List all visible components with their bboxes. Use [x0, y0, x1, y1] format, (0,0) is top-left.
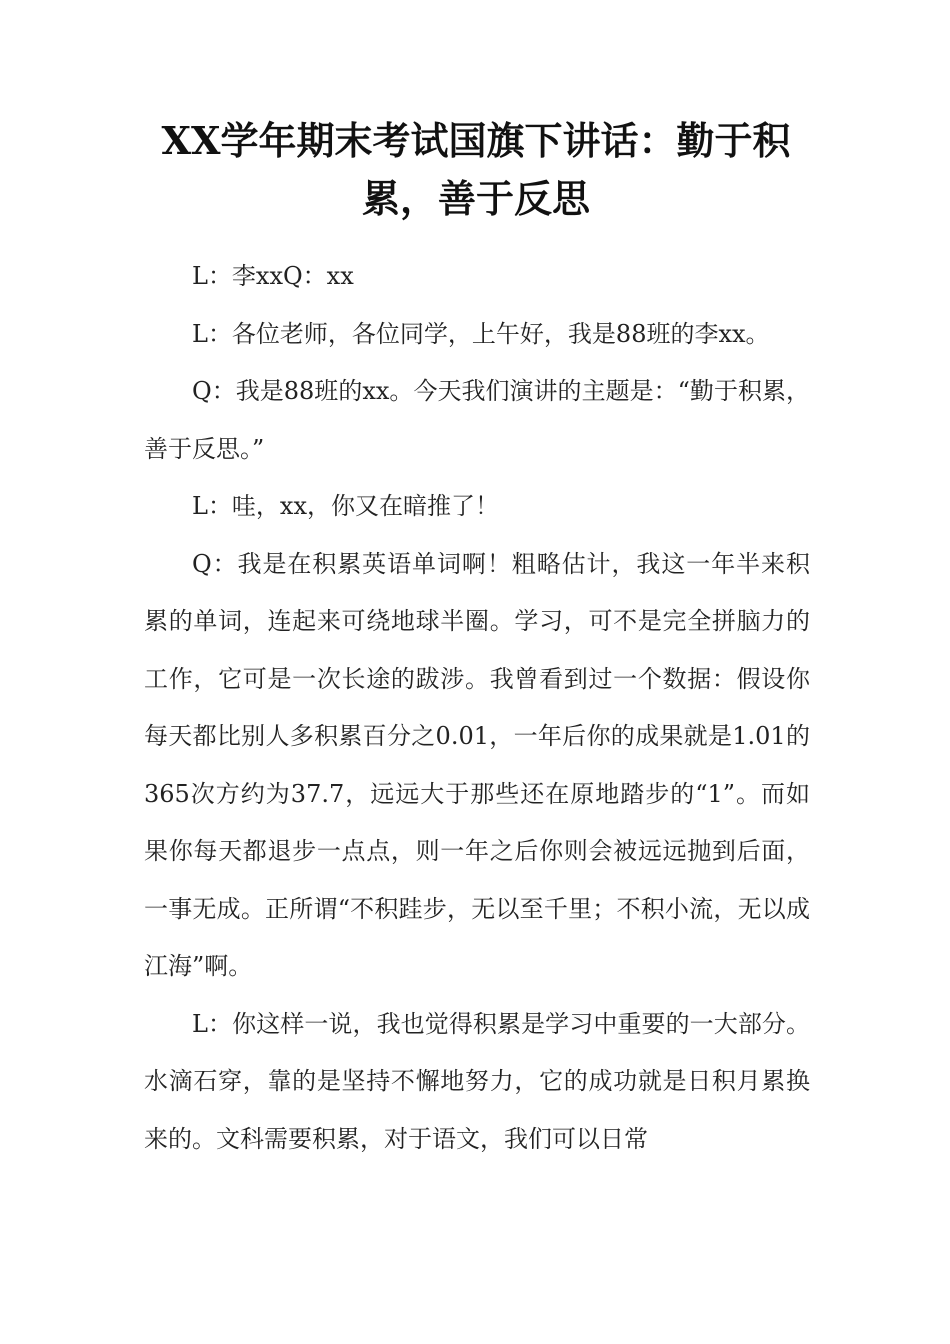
paragraph-exclamation: L：哇，xx，你又在暗推了！: [192, 492, 500, 520]
paragraph-reply: L：你这样一说，我也觉得积累是学习中重要的一大部分。水滴石穿，靠的是坚持不懈地努力，它的成功就是日积月累换来的。文科需要积累，对于语文，我们可以日常: [144, 1009, 810, 1153]
paragraph-accumulation: Q：我是在积累英语单词啊！粗略估计，我这一年半来积累的单词，连起来可绕地球半圈。学习，可不是完全拼脑力的工作，它可是一次长途的跋涉。我曾看到过一个数据：假设你每天都比别人多积累百分之0.01，一年后你的成果就是1.01的365次方约为37.7，远远大于那些还在原地踏步的“1”。而如果你每天都退步一点点，则一年之后你则会被远远抛到后面，一事无成。正所谓“不积跬步，无以至千里；不积小流，无以成江海”啊。: [144, 549, 810, 980]
document-title: XX学年期末考试国旗下讲话：勤于积累，善于反思: [161, 118, 791, 221]
paragraph-speakers: L：李xxQ：xx: [192, 262, 354, 290]
paragraph-greeting: L：各位老师，各位同学，上午好，我是88班的李xx。: [192, 319, 770, 348]
document-body: [144, 248, 810, 1168]
paragraph-theme: Q：我是88班的xx。今天我们演讲的主题是：“勤于积累，善于反思。”: [144, 377, 810, 463]
